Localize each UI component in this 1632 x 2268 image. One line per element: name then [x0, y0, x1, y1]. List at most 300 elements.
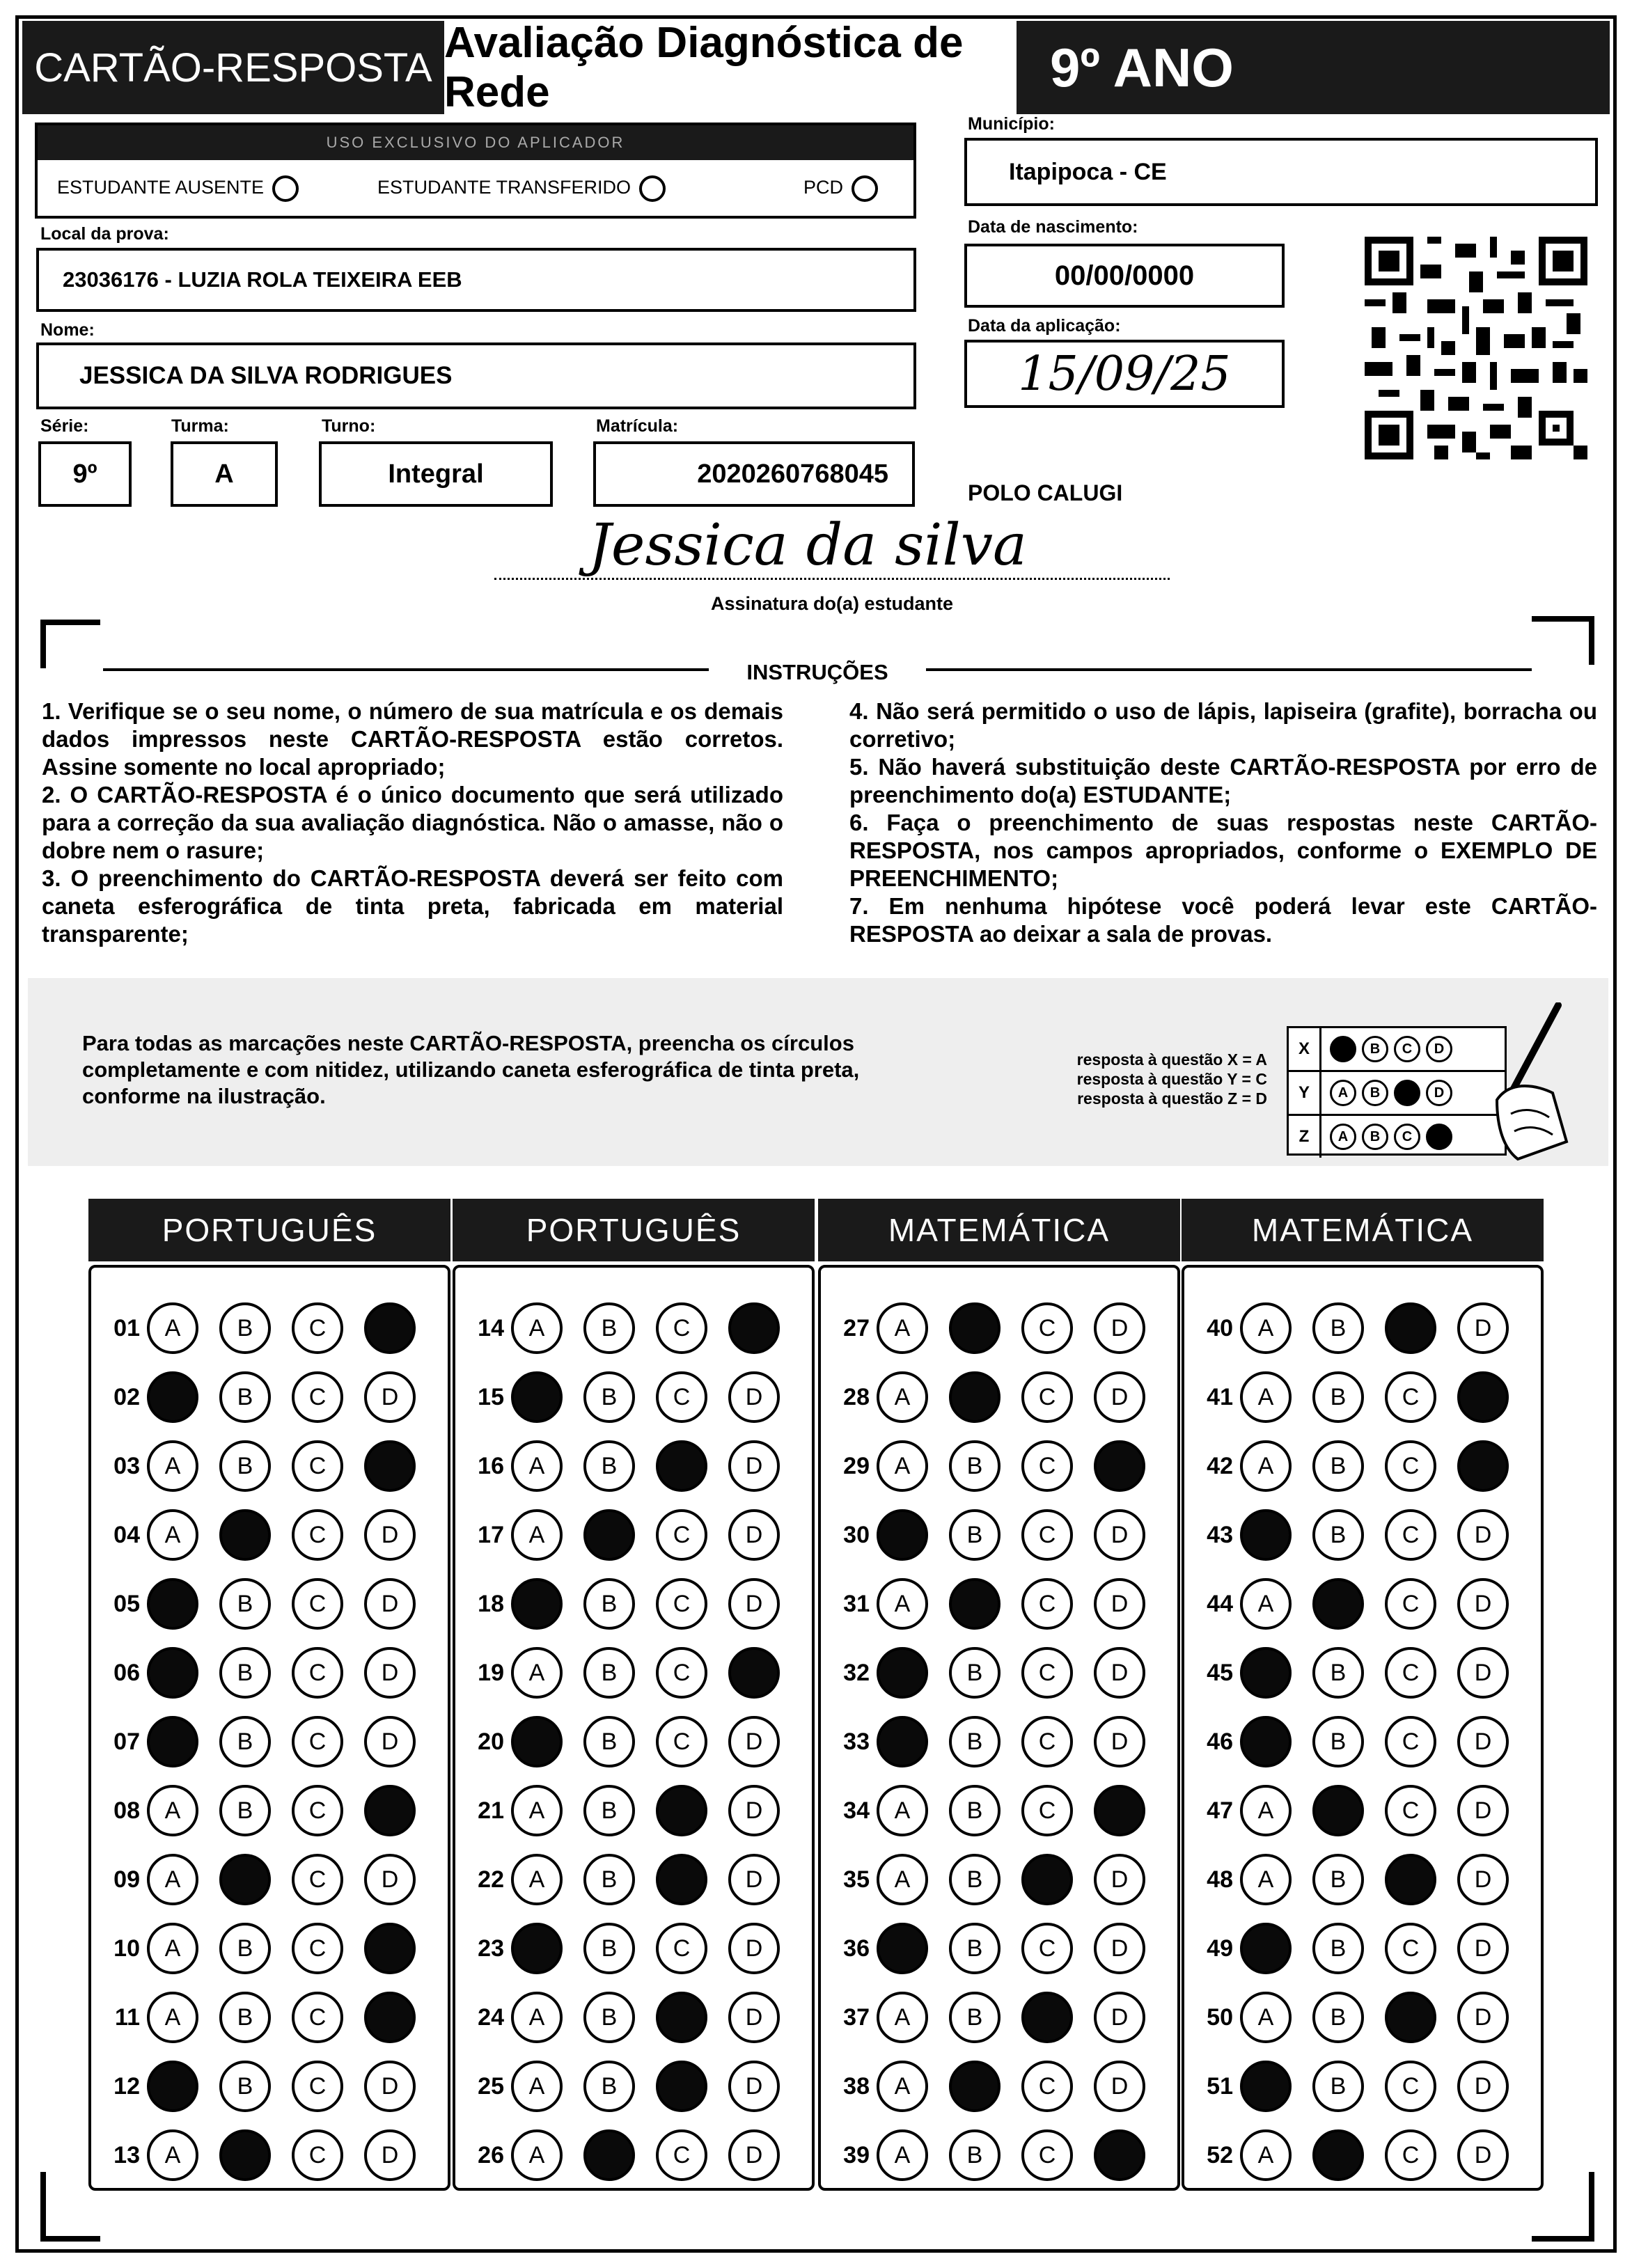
answer-bubble-b[interactable]: B [949, 2129, 1001, 2181]
answer-bubble-a[interactable]: A [147, 1785, 198, 1836]
answer-bubble-b[interactable]: B [949, 1440, 1001, 1492]
answer-bubble-a[interactable]: A [147, 1440, 198, 1492]
answer-bubble-a[interactable]: A [511, 1785, 563, 1836]
answer-bubble-b[interactable]: B [219, 1440, 271, 1492]
answer-bubble-d[interactable] [364, 1785, 416, 1836]
answer-bubble-a[interactable]: A [877, 1440, 928, 1492]
answer-bubble-a[interactable]: A [877, 1371, 928, 1423]
applicator-box [35, 123, 916, 219]
question-row [91, 1986, 416, 2049]
question-row [821, 2055, 1145, 2118]
question-number: 50 [1207, 2003, 1233, 2031]
answer-bubble-a[interactable]: A [877, 2129, 928, 2181]
answer-bubble-b[interactable]: B [1312, 1647, 1364, 1699]
answer-bubble-c[interactable]: C [1021, 1647, 1073, 1699]
question-row [1184, 1986, 1509, 2049]
pcd-label: PCD [803, 177, 844, 198]
answer-bubble-b[interactable]: B [583, 1440, 635, 1492]
question-row [821, 1504, 1145, 1566]
application-date-label: Data da aplicação: [968, 316, 1121, 336]
question-row [91, 1573, 416, 1635]
question-row [1184, 1848, 1509, 1911]
answer-bubble-d[interactable]: D [1457, 1302, 1509, 1354]
answer-bubble-a[interactable] [511, 1371, 563, 1423]
answer-bubble-b[interactable] [949, 1302, 1001, 1354]
answer-bubble-d[interactable] [1457, 1440, 1509, 1492]
answer-bubble-a[interactable]: A [511, 1440, 563, 1492]
answer-bubble-d[interactable]: D [728, 1854, 780, 1905]
answer-bubble-a[interactable] [1240, 1509, 1292, 1561]
answer-bubble-a[interactable] [147, 1371, 198, 1423]
answer-bubble-d[interactable]: D [364, 1578, 416, 1630]
example-row [1289, 1028, 1505, 1072]
answer-bubble-c[interactable]: C [656, 1716, 707, 1767]
answer-bubble-b[interactable]: B [583, 1647, 635, 1699]
question-number: 19 [478, 1659, 504, 1686]
example-bubble: D [1426, 1080, 1452, 1106]
answer-bubble-c[interactable]: C [1021, 2129, 1073, 2181]
answer-bubble-c[interactable]: C [1021, 1716, 1073, 1767]
answer-bubble-c[interactable]: C [1385, 1785, 1436, 1836]
answer-bubble-a[interactable]: A [1240, 1578, 1292, 1630]
answer-bubble-a[interactable]: A [877, 1302, 928, 1354]
answer-bubble-c[interactable]: C [1385, 1509, 1436, 1561]
answer-bubble-b[interactable] [1312, 1578, 1364, 1630]
answer-bubble-a[interactable]: A [1240, 1854, 1292, 1905]
answer-bubble-a[interactable] [511, 1578, 563, 1630]
question-number: 12 [113, 2072, 140, 2100]
answer-bubble-c[interactable]: C [1385, 1440, 1436, 1492]
answer-bubble-c[interactable]: C [292, 1371, 343, 1423]
answer-bubble-b[interactable] [219, 1854, 271, 1905]
answer-bubble-c[interactable]: C [656, 1371, 707, 1423]
question-row [1184, 1710, 1509, 1773]
answer-bubble-d[interactable] [364, 1923, 416, 1974]
answer-bubble-b[interactable]: B [583, 1716, 635, 1767]
answer-bubble-d[interactable]: D [364, 1716, 416, 1767]
question-row [455, 1573, 780, 1635]
answer-bubble-a[interactable]: A [1240, 1992, 1292, 2043]
example-bubble: D [1426, 1036, 1452, 1062]
question-row [91, 1504, 416, 1566]
question-number: 43 [1207, 1521, 1233, 1548]
answer-bubble-c[interactable]: C [292, 2061, 343, 2112]
answer-bubble-d[interactable]: D [1094, 1647, 1145, 1699]
answer-bubble-d[interactable] [1094, 2129, 1145, 2181]
question-number: 27 [843, 1314, 870, 1341]
answer-bubble-c[interactable]: C [292, 1992, 343, 2043]
answer-bubble-a[interactable]: A [147, 1509, 198, 1561]
answer-bubble-c[interactable]: C [656, 1647, 707, 1699]
answer-bubble-b[interactable]: B [949, 1647, 1001, 1699]
answer-bubble-c[interactable]: C [292, 1785, 343, 1836]
answer-bubble-d[interactable]: D [1457, 1578, 1509, 1630]
answer-bubble-b[interactable] [583, 1509, 635, 1561]
answer-bubble-a[interactable]: A [147, 2129, 198, 2181]
answer-bubble-d[interactable]: D [1094, 1992, 1145, 2043]
question-row [455, 1297, 780, 1360]
answer-bubble-c[interactable]: C [1021, 1785, 1073, 1836]
answer-bubble-a[interactable]: A [147, 1302, 198, 1354]
question-number: 40 [1207, 1314, 1233, 1341]
answer-bubble-b[interactable]: B [219, 1647, 271, 1699]
answer-bubble-d[interactable] [1457, 1371, 1509, 1423]
answer-bubble-d[interactable]: D [728, 1440, 780, 1492]
answer-bubble-c[interactable]: C [292, 1923, 343, 1974]
question-number: 41 [1207, 1383, 1233, 1410]
question-number: 36 [843, 1935, 870, 1962]
answer-bubble-b[interactable]: B [583, 1854, 635, 1905]
turno-label: Turno: [322, 416, 376, 436]
answer-bubble-d[interactable]: D [1457, 1509, 1509, 1561]
question-number: 42 [1207, 1452, 1233, 1479]
absent-circle[interactable] [272, 175, 299, 202]
answer-bubble-c[interactable] [1385, 1854, 1436, 1905]
instruction-2: 2. O CARTÃO-RESPOSTA é o único documento que será utilizado para a correção da sua avaliação diagnóstica. Não o amasse, não o dobre nem o rasure; [42, 782, 783, 863]
answer-bubble-b[interactable]: B [219, 1785, 271, 1836]
answer-bubble-b[interactable]: B [219, 1992, 271, 2043]
answer-bubble-d[interactable]: D [1094, 1578, 1145, 1630]
answer-bubble-c[interactable]: C [292, 1302, 343, 1354]
answer-bubble-d[interactable]: D [1094, 1371, 1145, 1423]
question-number: 06 [113, 1659, 140, 1686]
answer-bubble-d[interactable]: D [728, 2061, 780, 2112]
question-number: 03 [113, 1452, 140, 1479]
answer-bubble-c[interactable]: C [1385, 1716, 1436, 1767]
answer-bubble-b[interactable] [949, 1371, 1001, 1423]
answer-bubble-a[interactable]: A [511, 1854, 563, 1905]
answer-bubble-c[interactable]: C [1385, 1647, 1436, 1699]
answer-bubble-d[interactable]: D [1457, 1716, 1509, 1767]
answer-bubble-c[interactable]: C [292, 1647, 343, 1699]
answer-bubble-d[interactable]: D [728, 1716, 780, 1767]
answer-bubble-a[interactable]: A [147, 1992, 198, 2043]
answer-bubble-a[interactable]: A [511, 1992, 563, 2043]
answer-bubble-a[interactable] [511, 1923, 563, 1974]
answer-bubble-a[interactable] [877, 1509, 928, 1561]
answer-bubble-c[interactable]: C [1385, 1371, 1436, 1423]
absent-option[interactable] [57, 175, 299, 202]
answer-bubble-a[interactable] [147, 2061, 198, 2112]
question-row [455, 1641, 780, 1704]
answer-bubble-a[interactable]: A [1240, 1440, 1292, 1492]
question-number: 29 [843, 1452, 870, 1479]
answer-bubble-b[interactable]: B [1312, 1371, 1364, 1423]
transferred-label: ESTUDANTE TRANSFERIDO [377, 177, 631, 198]
answer-bubble-c[interactable] [656, 1440, 707, 1492]
answer-bubble-c[interactable] [656, 1854, 707, 1905]
answer-bubble-b[interactable]: B [219, 1716, 271, 1767]
answer-bubble-c[interactable]: C [1021, 1440, 1073, 1492]
answer-bubble-c[interactable] [1385, 1992, 1436, 2043]
example-legend-z: resposta à questão Z = D [1077, 1089, 1267, 1108]
answer-bubble-c[interactable]: C [292, 1578, 343, 1630]
question-row [455, 1986, 780, 2049]
question-number: 25 [478, 2072, 504, 2100]
answer-bubble-a[interactable]: A [1240, 1302, 1292, 1354]
answer-bubble-d[interactable]: D [364, 1509, 416, 1561]
instructions-title: INSTRUÇÕES [746, 660, 888, 684]
question-row [1184, 1504, 1509, 1566]
question-number: 35 [843, 1866, 870, 1893]
answer-bubble-b[interactable]: B [583, 1992, 635, 2043]
pcd-option[interactable] [803, 175, 878, 202]
answer-bubble-a[interactable] [1240, 1647, 1292, 1699]
answer-bubble-b[interactable]: B [949, 1923, 1001, 1974]
answer-bubble-a[interactable] [877, 1923, 928, 1974]
answer-bubble-b[interactable]: B [949, 1785, 1001, 1836]
answer-bubble-d[interactable]: D [1094, 1923, 1145, 1974]
answer-bubble-d[interactable]: D [364, 2129, 416, 2181]
question-number: 37 [843, 2003, 870, 2031]
answer-bubble-d[interactable] [728, 1302, 780, 1354]
answer-bubble-b[interactable] [949, 1578, 1001, 1630]
answer-bubble-b[interactable] [1312, 2129, 1364, 2181]
answer-bubble-b[interactable]: B [583, 1578, 635, 1630]
answer-bubble-d[interactable]: D [1457, 1854, 1509, 1905]
turma-field: A [171, 441, 278, 507]
transferred-option[interactable] [377, 175, 666, 202]
answer-bubble-c[interactable]: C [1021, 2061, 1073, 2112]
example-bubble: B [1362, 1036, 1388, 1062]
answer-bubble-a[interactable]: A [511, 1509, 563, 1561]
answer-bubble-d[interactable]: D [1457, 1647, 1509, 1699]
answer-bubble-d[interactable] [364, 1440, 416, 1492]
section-header: PORTUGUÊS [88, 1199, 450, 1261]
answer-bubble-d[interactable] [728, 1647, 780, 1699]
answer-bubble-b[interactable]: B [949, 1509, 1001, 1561]
answer-bubble-b[interactable]: B [583, 2061, 635, 2112]
pen-hand-icon [1476, 1002, 1574, 1163]
question-number: 51 [1207, 2072, 1233, 2100]
question-row [821, 1986, 1145, 2049]
question-number: 34 [843, 1797, 870, 1824]
answer-bubble-b[interactable]: B [583, 1371, 635, 1423]
question-row [455, 2124, 780, 2187]
answer-bubble-b[interactable] [583, 2129, 635, 2181]
answer-bubble-d[interactable]: D [728, 1578, 780, 1630]
serie-field: 9º [38, 441, 132, 507]
local-field: 23036176 - LUZIA ROLA TEIXEIRA EEB [36, 248, 916, 312]
answer-bubble-a[interactable] [147, 1578, 198, 1630]
question-number: 22 [478, 1866, 504, 1893]
answer-bubble-d[interactable] [1094, 1785, 1145, 1836]
answer-bubble-d[interactable]: D [1094, 1854, 1145, 1905]
answer-column [88, 1265, 450, 2191]
answer-bubble-d[interactable]: D [364, 1854, 416, 1905]
instructions-rule-right [926, 668, 1532, 671]
answer-bubble-d[interactable]: D [364, 1647, 416, 1699]
question-row [455, 1848, 780, 1911]
answer-bubble-b[interactable]: B [1312, 1992, 1364, 2043]
question-number: 24 [478, 2003, 504, 2031]
answer-bubble-d[interactable] [364, 1302, 416, 1354]
answer-bubble-a[interactable] [1240, 1923, 1292, 1974]
answer-bubble-a[interactable]: A [877, 1785, 928, 1836]
answer-bubble-b[interactable] [949, 2061, 1001, 2112]
answer-bubble-a[interactable]: A [511, 2061, 563, 2112]
answer-bubble-d[interactable]: D [1094, 2061, 1145, 2112]
answer-bubble-a[interactable] [1240, 2061, 1292, 2112]
answer-bubble-d[interactable] [364, 1992, 416, 2043]
question-number: 11 [115, 2003, 140, 2031]
corner-bottom-right [1532, 2172, 1594, 2242]
answer-bubble-d[interactable]: D [364, 2061, 416, 2112]
answer-bubble-b[interactable]: B [1312, 2061, 1364, 2112]
answer-bubble-c[interactable]: C [1385, 1578, 1436, 1630]
answer-bubble-c[interactable]: C [292, 1440, 343, 1492]
answer-bubble-d[interactable] [1094, 1440, 1145, 1492]
question-row [1184, 2055, 1509, 2118]
answer-bubble-a[interactable]: A [877, 1992, 928, 2043]
answer-bubble-d[interactable]: D [1457, 1785, 1509, 1836]
answer-bubble-b[interactable]: B [219, 2061, 271, 2112]
question-row [1184, 1779, 1509, 1842]
answer-bubble-d[interactable]: D [364, 1371, 416, 1423]
question-row [1184, 1297, 1509, 1360]
answer-bubble-c[interactable]: C [656, 1509, 707, 1561]
answer-bubble-b[interactable]: B [1312, 1509, 1364, 1561]
answer-bubble-c[interactable]: C [292, 1509, 343, 1561]
answer-bubble-b[interactable]: B [1312, 1716, 1364, 1767]
example-bubble: A [1330, 1124, 1356, 1150]
question-row [455, 1917, 780, 1980]
answer-bubble-b[interactable]: B [219, 1371, 271, 1423]
answer-bubble-b[interactable] [219, 2129, 271, 2181]
answer-bubble-b[interactable] [219, 1509, 271, 1561]
answer-bubble-d[interactable]: D [728, 1923, 780, 1974]
answer-bubble-d[interactable]: D [728, 1785, 780, 1836]
answer-bubble-d[interactable]: D [1094, 1716, 1145, 1767]
answer-bubble-c[interactable]: C [292, 1854, 343, 1905]
answer-bubble-d[interactable]: D [728, 2129, 780, 2181]
answer-bubble-b[interactable]: B [949, 1854, 1001, 1905]
answer-bubble-d[interactable]: D [1457, 2129, 1509, 2181]
answer-bubble-b[interactable]: B [583, 1785, 635, 1836]
answer-bubble-c[interactable]: C [1385, 2129, 1436, 2181]
answer-bubble-d[interactable]: D [728, 1509, 780, 1561]
question-number: 21 [478, 1797, 504, 1824]
answer-bubble-b[interactable]: B [1312, 1302, 1364, 1354]
answer-bubble-b[interactable]: B [1312, 1854, 1364, 1905]
example-legend [1030, 1050, 1267, 1108]
answer-bubble-b[interactable]: B [1312, 1440, 1364, 1492]
serie-label: Série: [40, 416, 89, 436]
answer-bubble-c[interactable]: C [292, 2129, 343, 2181]
answer-bubble-b[interactable]: B [949, 1992, 1001, 2043]
answer-bubble-a[interactable]: A [147, 1923, 198, 1974]
answer-bubble-a[interactable]: A [511, 1302, 563, 1354]
answer-bubble-c[interactable]: C [292, 1716, 343, 1767]
answer-bubble-a[interactable]: A [877, 1854, 928, 1905]
answer-bubble-c[interactable]: C [1021, 1371, 1073, 1423]
answer-bubble-c[interactable]: C [1021, 1509, 1073, 1561]
question-number: 26 [478, 2141, 504, 2168]
question-number: 47 [1207, 1797, 1233, 1824]
answer-bubble-a[interactable]: A [1240, 1371, 1292, 1423]
answer-bubble-c[interactable]: C [1385, 2061, 1436, 2112]
answer-bubble-a[interactable]: A [147, 1854, 198, 1905]
answer-bubble-b[interactable]: B [583, 1923, 635, 1974]
answer-bubble-b[interactable]: B [219, 1578, 271, 1630]
question-row [821, 1710, 1145, 1773]
answer-bubble-a[interactable]: A [511, 1647, 563, 1699]
question-number: 17 [478, 1521, 504, 1548]
instruction-7: 7. Em nenhuma hipótese você poderá levar este CARTÃO-RESPOSTA ao deixar a sala de provas. [849, 893, 1597, 947]
answer-bubble-a[interactable]: A [511, 2129, 563, 2181]
question-row [1184, 2124, 1509, 2187]
answer-bubble-c[interactable] [1385, 1302, 1436, 1354]
answer-bubble-c[interactable]: C [1021, 1923, 1073, 1974]
question-row [91, 2124, 416, 2187]
question-row [821, 1641, 1145, 1704]
pcd-circle[interactable] [852, 175, 878, 202]
answer-column [818, 1265, 1180, 2191]
answer-bubble-a[interactable]: A [877, 1578, 928, 1630]
absent-label: ESTUDANTE AUSENTE [57, 177, 265, 198]
answer-bubble-d[interactable]: D [1457, 1923, 1509, 1974]
answer-bubble-b[interactable]: B [1312, 1923, 1364, 1974]
birthdate-label: Data de nascimento: [968, 217, 1138, 237]
answer-bubble-c[interactable] [1021, 1992, 1073, 2043]
answer-bubble-c[interactable]: C [656, 1578, 707, 1630]
answer-bubble-d[interactable]: D [1094, 1509, 1145, 1561]
corner-bottom-left [40, 2172, 100, 2242]
answer-bubble-a[interactable]: A [1240, 2129, 1292, 2181]
answer-bubble-c[interactable] [656, 1785, 707, 1836]
answer-bubble-a[interactable]: A [877, 2061, 928, 2112]
question-number: 31 [843, 1590, 870, 1617]
card-title: CARTÃO-RESPOSTA [22, 21, 444, 114]
question-number: 38 [843, 2072, 870, 2100]
answer-bubble-a[interactable] [1240, 1716, 1292, 1767]
answer-bubble-d[interactable]: D [1457, 1992, 1509, 2043]
answer-bubble-d[interactable]: D [1094, 1302, 1145, 1354]
answer-bubble-a[interactable] [877, 1716, 928, 1767]
answer-bubble-c[interactable]: C [1021, 1302, 1073, 1354]
answer-bubble-b[interactable]: B [219, 1923, 271, 1974]
answer-bubble-d[interactable]: D [728, 1992, 780, 2043]
answer-bubble-a[interactable]: A [1240, 1785, 1292, 1836]
section-header: MATEMÁTICA [1182, 1199, 1544, 1261]
answer-bubble-b[interactable]: B [219, 1302, 271, 1354]
answer-bubble-c[interactable]: C [1021, 1578, 1073, 1630]
answer-bubble-b[interactable]: B [949, 1716, 1001, 1767]
answer-bubble-c[interactable]: C [1385, 1923, 1436, 1974]
answer-bubble-a[interactable] [147, 1716, 198, 1767]
answer-bubble-a[interactable] [147, 1647, 198, 1699]
answer-bubble-c[interactable]: C [656, 1923, 707, 1974]
question-row [91, 1641, 416, 1704]
answer-bubble-b[interactable] [1312, 1785, 1364, 1836]
answer-bubble-d[interactable]: D [1457, 2061, 1509, 2112]
answer-bubble-c[interactable]: C [656, 1302, 707, 1354]
question-number: 18 [478, 1590, 504, 1617]
answer-bubble-b[interactable]: B [583, 1302, 635, 1354]
answer-bubble-d[interactable]: D [728, 1371, 780, 1423]
answer-bubble-c[interactable] [656, 1992, 707, 2043]
example-bubble [1426, 1124, 1452, 1150]
question-number: 14 [478, 1314, 504, 1341]
transferred-circle[interactable] [639, 175, 666, 202]
answer-bubble-c[interactable] [1021, 1854, 1073, 1905]
question-number: 07 [113, 1728, 140, 1755]
answer-bubble-a[interactable] [511, 1716, 563, 1767]
answer-bubble-c[interactable]: C [656, 2129, 707, 2181]
answer-bubble-a[interactable] [877, 1647, 928, 1699]
answer-bubble-c[interactable] [656, 2061, 707, 2112]
answer-column [453, 1265, 815, 2191]
